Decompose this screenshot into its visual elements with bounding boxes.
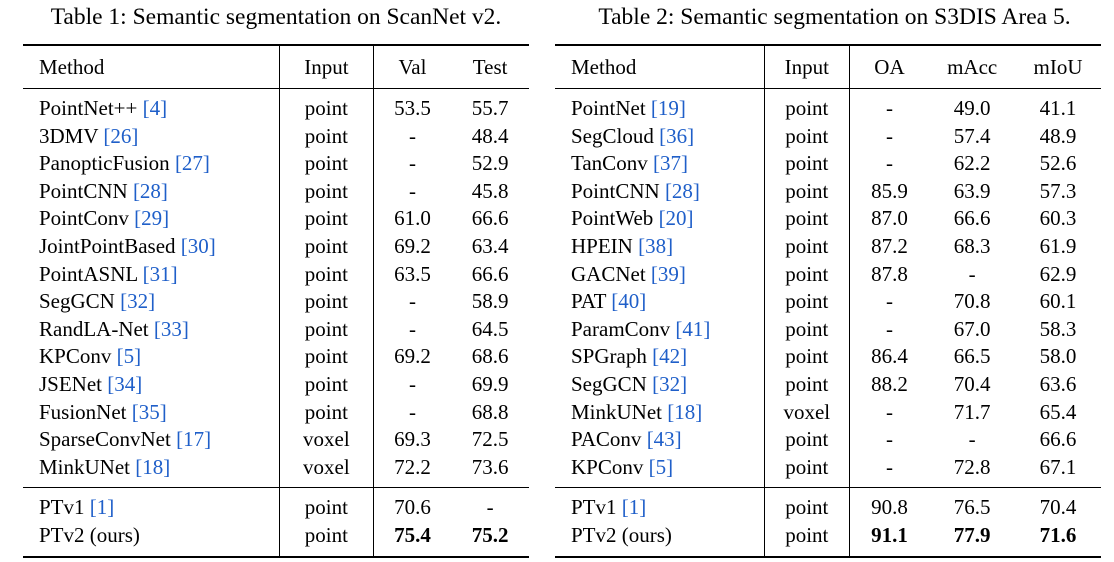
oa-cell: 87.0 [871, 206, 908, 231]
table-row [555, 454, 1101, 488]
miou-cell: 41.1 [1039, 96, 1077, 120]
citation-link[interactable]: [18] [667, 399, 703, 424]
val-cell: - [408, 123, 416, 148]
method-cell [23, 343, 280, 371]
method-name: GACNet [571, 261, 646, 286]
table-row [23, 150, 529, 178]
citation-link[interactable]: [28] [132, 178, 168, 203]
method-name: SegGCN [39, 289, 115, 314]
input-cell: point [764, 288, 849, 316]
macc-cell: 70.4 [953, 371, 991, 396]
citation-link[interactable]: [33] [153, 316, 189, 341]
input-cell: point [764, 371, 849, 399]
citation-link[interactable]: [30] [180, 233, 216, 258]
header-val: Val [398, 54, 427, 79]
oa-cell: - [885, 123, 893, 148]
input-cell: point [280, 233, 373, 261]
table-row [555, 123, 1101, 151]
miou-cell: 62.9 [1039, 261, 1077, 286]
table-row [23, 343, 529, 371]
citation-link[interactable]: [29] [134, 206, 170, 231]
miou-cell: 70.4 [1039, 495, 1077, 520]
macc-cell: 66.6 [953, 206, 991, 231]
table-row [23, 426, 529, 454]
citation-link[interactable]: [26] [103, 123, 139, 148]
method-cell [555, 316, 764, 344]
val-cell: 69.2 [394, 233, 431, 258]
input-cell: point [280, 522, 373, 557]
oa-cell: - [885, 151, 893, 176]
method-name: PointNet [571, 96, 646, 120]
oa-cell: 88.2 [871, 371, 908, 396]
input-cell: point [764, 89, 849, 123]
table-row [23, 123, 529, 151]
table-1-grid [23, 44, 529, 558]
test-cell: 73.6 [471, 454, 509, 479]
header-oa: OA [874, 54, 905, 79]
table-1 [0, 0, 552, 558]
test-cell: 66.6 [471, 206, 509, 231]
test-cell: 64.5 [471, 316, 509, 341]
oa-cell: - [885, 454, 893, 479]
miou-cell: 48.9 [1039, 123, 1077, 148]
method-cell [23, 522, 280, 557]
method-name: HPEIN [571, 233, 633, 258]
table-row [555, 488, 1101, 522]
method-name: SparseConvNet [39, 427, 171, 452]
input-cell: point [280, 399, 373, 427]
oa-cell: 85.9 [871, 178, 908, 203]
header-test: Test [472, 54, 508, 79]
citation-link[interactable]: [38] [638, 233, 674, 258]
method-cell [23, 371, 280, 399]
input-cell: point [280, 123, 373, 151]
citation-link[interactable]: [40] [611, 289, 647, 314]
method-cell [23, 316, 280, 344]
input-cell: point [764, 522, 849, 557]
input-cell: point [280, 316, 373, 344]
method-cell [555, 261, 764, 289]
citation-link[interactable]: [17] [176, 427, 212, 452]
method-cell [23, 89, 280, 123]
input-cell: point [280, 288, 373, 316]
input-cell: point [280, 89, 373, 123]
val-cell: - [408, 316, 416, 341]
method-name: PanopticFusion [39, 151, 170, 176]
method-cell [555, 343, 764, 371]
input-cell: point [280, 150, 373, 178]
method-name: PTv1 [39, 495, 85, 520]
table-row [23, 89, 529, 123]
citation-link[interactable]: [4] [142, 96, 168, 120]
oa-cell: - [885, 316, 893, 341]
citation-link[interactable]: [18] [135, 454, 171, 479]
input-cell: point [280, 178, 373, 206]
header-miou: mIoU [1033, 54, 1083, 79]
macc-cell: - [968, 261, 976, 286]
input-cell: point [280, 261, 373, 289]
input-cell: point [280, 205, 373, 233]
method-name: JSENet [39, 371, 102, 396]
val-cell: - [408, 178, 416, 203]
method-name: PointCNN [39, 178, 128, 203]
method-cell [23, 454, 280, 488]
test-cell: 68.6 [471, 344, 509, 369]
macc-cell: 63.9 [953, 178, 991, 203]
method-name: KPConv [571, 454, 644, 479]
citation-link[interactable]: [5] [648, 454, 674, 479]
method-name: MinkUNet [39, 454, 130, 479]
test-cell: 68.8 [471, 399, 509, 424]
method-cell [555, 399, 764, 427]
citation-link[interactable]: [19] [650, 96, 686, 120]
input-cell: voxel [280, 454, 373, 488]
method-cell [555, 233, 764, 261]
table-row [23, 205, 529, 233]
test-cell: 66.6 [471, 261, 509, 286]
val-cell: 69.3 [394, 427, 431, 452]
table-row [555, 522, 1101, 557]
val-cell: - [408, 289, 416, 314]
method-name: MinkUNet [571, 399, 662, 424]
table-row [555, 316, 1101, 344]
method-name: PTv2 (ours) [39, 522, 140, 547]
miou-cell: 63.6 [1039, 371, 1077, 396]
oa-cell: 91.1 [871, 522, 908, 547]
test-cell: 72.5 [471, 427, 509, 452]
input-cell: point [764, 178, 849, 206]
val-cell: 72.2 [394, 454, 431, 479]
oa-cell: 87.2 [871, 233, 908, 258]
table-row [23, 522, 529, 557]
citation-link[interactable]: [43] [646, 427, 682, 452]
test-cell: 63.4 [471, 233, 509, 258]
table-2-caption: Table 2: Semantic segmentation on S3DIS Area 5. [598, 4, 1071, 30]
table-row [555, 426, 1101, 454]
method-cell [23, 205, 280, 233]
macc-cell: 71.7 [953, 399, 991, 424]
val-cell: - [408, 399, 416, 424]
method-cell [555, 123, 764, 151]
macc-cell: 77.9 [953, 522, 991, 547]
miou-cell: 57.3 [1039, 178, 1077, 203]
citation-link[interactable]: [32] [652, 371, 688, 396]
method-cell [23, 488, 280, 522]
input-cell: point [764, 426, 849, 454]
method-name: PTv2 (ours) [571, 522, 672, 547]
method-cell [555, 288, 764, 316]
miou-cell: 66.6 [1039, 427, 1077, 452]
macc-cell: 49.0 [953, 96, 991, 120]
test-cell: 69.9 [471, 371, 509, 396]
method-cell [555, 89, 764, 123]
method-name: TanConv [571, 151, 648, 176]
test-cell: 75.2 [471, 522, 509, 547]
citation-link[interactable]: [39] [650, 261, 686, 286]
table-row [555, 261, 1101, 289]
miou-cell: 65.4 [1039, 399, 1077, 424]
input-cell: point [764, 316, 849, 344]
table-1-body [23, 89, 529, 488]
method-name: SegCloud [571, 123, 654, 148]
method-cell [23, 123, 280, 151]
method-cell [23, 399, 280, 427]
table-row [23, 233, 529, 261]
macc-cell: 57.4 [953, 123, 991, 148]
miou-cell: 71.6 [1039, 522, 1077, 547]
oa-cell: 86.4 [871, 344, 908, 369]
method-cell [555, 454, 764, 488]
method-name: SegGCN [571, 371, 647, 396]
input-cell: point [764, 488, 849, 522]
method-cell [555, 150, 764, 178]
macc-cell: 72.8 [953, 454, 991, 479]
method-name: RandLA-Net [39, 316, 149, 341]
citation-link[interactable]: [37] [652, 151, 688, 176]
citation-link[interactable]: [27] [174, 151, 210, 176]
test-cell: 45.8 [471, 178, 509, 203]
table-2-grid [555, 44, 1101, 558]
method-name: PAConv [571, 427, 642, 452]
method-name: PAT [571, 289, 607, 314]
citation-link[interactable]: [34] [107, 371, 143, 396]
macc-cell: 68.3 [953, 233, 991, 258]
val-cell: 75.4 [394, 522, 431, 547]
oa-cell: - [885, 96, 893, 120]
oa-cell: 90.8 [871, 495, 908, 520]
table-row [555, 233, 1101, 261]
miou-cell: 67.1 [1039, 454, 1077, 479]
oa-cell: - [885, 399, 893, 424]
citation-link[interactable]: [41] [675, 316, 711, 341]
method-cell [23, 261, 280, 289]
table-row [23, 371, 529, 399]
header-method: Method [555, 45, 764, 89]
test-cell: 55.7 [471, 96, 509, 120]
method-name: ParamConv [571, 316, 671, 341]
table-row [555, 150, 1101, 178]
method-cell [23, 150, 280, 178]
oa-cell: - [885, 427, 893, 452]
method-cell [555, 205, 764, 233]
method-cell [555, 371, 764, 399]
input-cell: point [764, 233, 849, 261]
input-cell: point [764, 123, 849, 151]
test-cell: 52.9 [471, 151, 509, 176]
val-cell: 70.6 [394, 495, 431, 520]
method-name: PointASNL [39, 261, 138, 286]
miou-cell: 60.1 [1039, 289, 1077, 314]
val-cell: - [408, 371, 416, 396]
oa-cell: 87.8 [871, 261, 908, 286]
table-row [555, 178, 1101, 206]
citation-link[interactable]: [42] [652, 344, 688, 369]
macc-cell: 66.5 [953, 344, 991, 369]
table-row [23, 261, 529, 289]
table-2-ours [555, 488, 1101, 557]
table-1-ours [23, 488, 529, 557]
input-cell: point [764, 205, 849, 233]
citation-link[interactable]: [32] [120, 289, 156, 314]
input-cell: point [764, 261, 849, 289]
table-row [23, 488, 529, 522]
macc-cell: 62.2 [953, 151, 991, 176]
method-name: PointWeb [571, 206, 654, 231]
method-cell [23, 233, 280, 261]
method-name: PTv1 [571, 495, 617, 520]
citation-link[interactable]: [1] [621, 495, 647, 520]
method-cell [555, 488, 764, 522]
citation-link[interactable]: [36] [659, 123, 695, 148]
table-row [23, 399, 529, 427]
table-2 [555, 0, 1114, 558]
method-name: FusionNet [39, 399, 127, 424]
citation-link[interactable]: [28] [664, 178, 700, 203]
oa-cell: - [885, 289, 893, 314]
test-cell: 58.9 [471, 289, 509, 314]
table-row [23, 316, 529, 344]
table-row [555, 399, 1101, 427]
input-cell: voxel [280, 426, 373, 454]
macc-cell: 70.8 [953, 289, 991, 314]
table-row [555, 288, 1101, 316]
header-macc: mAcc [947, 54, 998, 79]
citation-link[interactable]: [35] [131, 399, 167, 424]
method-name: KPConv [39, 344, 112, 369]
table-row [555, 343, 1101, 371]
citation-link[interactable]: [31] [142, 261, 178, 286]
table-2-body [555, 89, 1101, 488]
test-cell: - [486, 495, 494, 520]
method-cell [23, 178, 280, 206]
miou-cell: 61.9 [1039, 233, 1077, 258]
method-name: SPGraph [571, 344, 647, 369]
input-cell: point [764, 454, 849, 488]
table-row [555, 205, 1101, 233]
method-name: PointNet++ [39, 96, 138, 120]
method-cell [555, 522, 764, 557]
table-row [23, 178, 529, 206]
macc-cell: - [968, 427, 976, 452]
citation-link[interactable]: [20] [658, 206, 694, 231]
method-cell [555, 426, 764, 454]
val-cell: - [408, 151, 416, 176]
input-cell: point [280, 371, 373, 399]
macc-cell: 76.5 [953, 495, 991, 520]
input-cell: point [280, 488, 373, 522]
table-1-caption: Table 1: Semantic segmentation on ScanNet v2. [50, 4, 502, 30]
val-cell: 61.0 [394, 206, 431, 231]
input-cell: point [280, 343, 373, 371]
method-name: 3DMV [39, 123, 99, 148]
input-cell: voxel [764, 399, 849, 427]
input-cell: point [764, 150, 849, 178]
test-cell: 48.4 [471, 123, 509, 148]
macc-cell: 67.0 [953, 316, 991, 341]
table-row [23, 454, 529, 488]
table-row [555, 89, 1101, 123]
miou-cell: 58.3 [1039, 316, 1077, 341]
val-cell: 53.5 [394, 96, 431, 120]
miou-cell: 58.0 [1039, 344, 1077, 369]
miou-cell: 60.3 [1039, 206, 1077, 231]
val-cell: 69.2 [394, 344, 431, 369]
header-input: Input [280, 45, 373, 89]
method-cell [23, 288, 280, 316]
miou-cell: 52.6 [1039, 151, 1077, 176]
method-cell [555, 178, 764, 206]
method-name: JointPointBased [39, 233, 176, 258]
method-name: PointConv [39, 206, 129, 231]
citation-link[interactable]: [1] [89, 495, 115, 520]
header-method: Method [23, 45, 280, 89]
table-row [555, 371, 1101, 399]
citation-link[interactable]: [5] [116, 344, 142, 369]
input-cell: point [764, 343, 849, 371]
method-name: PointCNN [571, 178, 660, 203]
header-input: Input [764, 45, 849, 89]
val-cell: 63.5 [394, 261, 431, 286]
table-row [23, 288, 529, 316]
method-cell [23, 426, 280, 454]
